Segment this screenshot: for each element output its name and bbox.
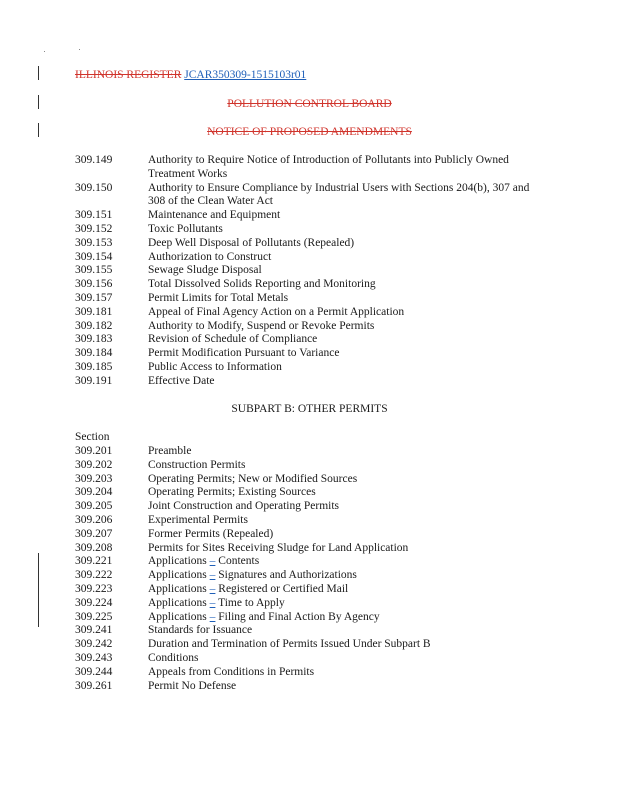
section-title-suffix: Registered or Certified Mail (215, 582, 349, 595)
section-number: 309.184 (75, 347, 113, 360)
section-title: Total Dissolved Solids Reporting and Monitoring (148, 278, 376, 291)
toc-row (75, 652, 545, 666)
section-number: 309.225 (75, 610, 113, 623)
section-title: Toxic Pollutants (148, 222, 223, 235)
section-number: 309.151 (75, 209, 113, 222)
scan-speck (44, 51, 45, 52)
section-title (148, 597, 545, 611)
toc-row (75, 542, 545, 556)
section-title-suffix: Contents (215, 555, 260, 568)
inserted-dash: – (209, 610, 216, 623)
inserted-dash: – (209, 596, 216, 609)
section-title (148, 583, 545, 597)
section-title: Public Access to Information (148, 360, 282, 373)
section-title: Authorization to Construct (148, 250, 272, 263)
section-title: Deep Well Disposal of Pollutants (Repealed) (148, 236, 355, 249)
section-number: 309.152 (75, 222, 113, 235)
section-number: 309.243 (75, 651, 113, 664)
section-title: Experimental Permits (148, 513, 248, 526)
section-title: Permits for Sites Receiving Sludge for Land Application (148, 541, 409, 554)
section-title-suffix: Time to Apply (215, 596, 285, 609)
toc-row (75, 251, 545, 265)
section-number: 309.205 (75, 500, 113, 513)
section-title: Authority to Require Notice of Introduction of Pollutants into Publicly Owned Treatment Works (148, 154, 509, 180)
section-number: 309.242 (75, 638, 113, 651)
toc-row (75, 569, 545, 583)
toc-row (75, 375, 545, 389)
agency-struck-text: POLLUTION CONTROL BOARD (227, 98, 392, 110)
toc-row (75, 486, 545, 500)
section-number: 309.182 (75, 319, 113, 332)
section-number: 309.191 (75, 374, 113, 387)
section-title: Duration and Termination of Permits Issued Under Subpart B (148, 638, 431, 651)
toc-row (75, 264, 545, 278)
section-number: 309.208 (75, 541, 113, 554)
scan-speck (79, 49, 80, 50)
toc-row (75, 361, 545, 375)
section-title: Permit Limits for Total Metals (148, 291, 289, 304)
section-number: 309.221 (75, 555, 113, 568)
section-title (148, 611, 545, 625)
subpart-b-section-list (75, 445, 545, 693)
toc-row (75, 528, 545, 542)
section-title: Appeal of Final Agency Action on a Permit Application (148, 305, 405, 318)
inserted-dash: – (209, 582, 216, 595)
toc-row (75, 445, 545, 459)
section-number: 309.201 (75, 445, 113, 457)
register-struck-text: ILLINOIS REGISTER (75, 69, 182, 81)
section-title-suffix: Filing and Final Action By Agency (215, 610, 380, 623)
toc-row (75, 306, 545, 320)
toc-row (75, 473, 545, 487)
section-title-prefix: Applications (148, 582, 210, 595)
register-header (75, 69, 306, 81)
section-column-label: Section (75, 431, 110, 443)
section-title: Conditions (148, 651, 199, 664)
section-title: Appeals from Conditions in Permits (148, 665, 315, 678)
section-title-prefix: Applications (148, 596, 210, 609)
section-title-prefix: Applications (148, 610, 210, 623)
notice-title (0, 126, 619, 138)
section-number: 309.156 (75, 278, 113, 291)
register-inserted-link[interactable]: JCAR350309-1515103r01 (184, 69, 307, 81)
toc-row (75, 680, 545, 694)
section-title: Operating Permits; New or Modified Sources (148, 472, 358, 485)
toc-row (75, 624, 545, 638)
toc-row (75, 500, 545, 514)
section-number: 309.241 (75, 624, 113, 637)
section-number: 309.222 (75, 569, 113, 582)
section-title: Joint Construction and Operating Permits (148, 500, 340, 513)
toc-row (75, 182, 545, 210)
section-number: 309.154 (75, 250, 113, 263)
toc-row (75, 223, 545, 237)
section-title-prefix: Applications (148, 555, 210, 568)
change-bar (38, 66, 39, 80)
section-title: Construction Permits (148, 458, 246, 471)
toc-row (75, 278, 545, 292)
subpart-b-heading: SUBPART B: OTHER PERMITS (231, 403, 388, 415)
section-title: Preamble (148, 445, 192, 457)
section-number: 309.155 (75, 264, 113, 277)
section-title-prefix: Applications (148, 569, 210, 582)
toc-row (75, 583, 545, 597)
toc-row (75, 209, 545, 223)
section-number: 309.185 (75, 360, 113, 373)
toc-row (75, 638, 545, 652)
toc-row (75, 154, 545, 182)
section-number: 309.207 (75, 527, 113, 540)
section-title (148, 555, 545, 569)
section-title: Permit No Defense (148, 679, 237, 692)
toc-row (75, 320, 545, 334)
inserted-dash: – (209, 569, 216, 582)
section-number: 309.149 (75, 154, 113, 166)
section-number: 309.157 (75, 291, 113, 304)
section-number: 309.203 (75, 472, 113, 485)
section-title-suffix: Signatures and Authorizations (215, 569, 357, 582)
subpart-a-section-list (75, 154, 545, 389)
section-title: Former Permits (Repealed) (148, 527, 274, 540)
toc-row (75, 292, 545, 306)
section-number: 309.223 (75, 582, 113, 595)
agency-title (0, 98, 619, 110)
change-bar (38, 553, 39, 627)
section-number: 309.153 (75, 236, 113, 249)
toc-row (75, 611, 545, 625)
section-title: Permit Modification Pursuant to Variance (148, 347, 340, 360)
section-title (148, 569, 545, 583)
section-number: 309.150 (75, 181, 113, 194)
section-number: 309.244 (75, 665, 113, 678)
section-title: Sewage Sludge Disposal (148, 264, 262, 277)
toc-row (75, 514, 545, 528)
section-title: Operating Permits; Existing Sources (148, 486, 316, 499)
section-title: Revision of Schedule of Compliance (148, 333, 318, 346)
inserted-dash: – (209, 555, 216, 568)
section-title: Maintenance and Equipment (148, 209, 281, 222)
toc-row (75, 459, 545, 473)
section-title: Effective Date (148, 374, 215, 387)
toc-row (75, 237, 545, 251)
toc-row (75, 666, 545, 680)
section-number: 309.261 (75, 679, 113, 692)
section-number: 309.224 (75, 596, 113, 609)
toc-row (75, 333, 545, 347)
section-number: 309.181 (75, 305, 113, 318)
section-number: 309.183 (75, 333, 113, 346)
section-title: Standards for Issuance (148, 624, 253, 637)
notice-struck-text: NOTICE OF PROPOSED AMENDMENTS (207, 126, 412, 138)
section-title: Authority to Ensure Compliance by Industrial Users with Sections 204(b), 307 and 308 of the Clean Water Act (148, 181, 530, 208)
toc-row (75, 555, 545, 569)
section-number: 309.204 (75, 486, 113, 499)
section-number: 309.202 (75, 458, 113, 471)
section-title: Authority to Modify, Suspend or Revoke Permits (148, 319, 375, 332)
toc-row (75, 347, 545, 361)
toc-row (75, 597, 545, 611)
section-number: 309.206 (75, 513, 113, 526)
